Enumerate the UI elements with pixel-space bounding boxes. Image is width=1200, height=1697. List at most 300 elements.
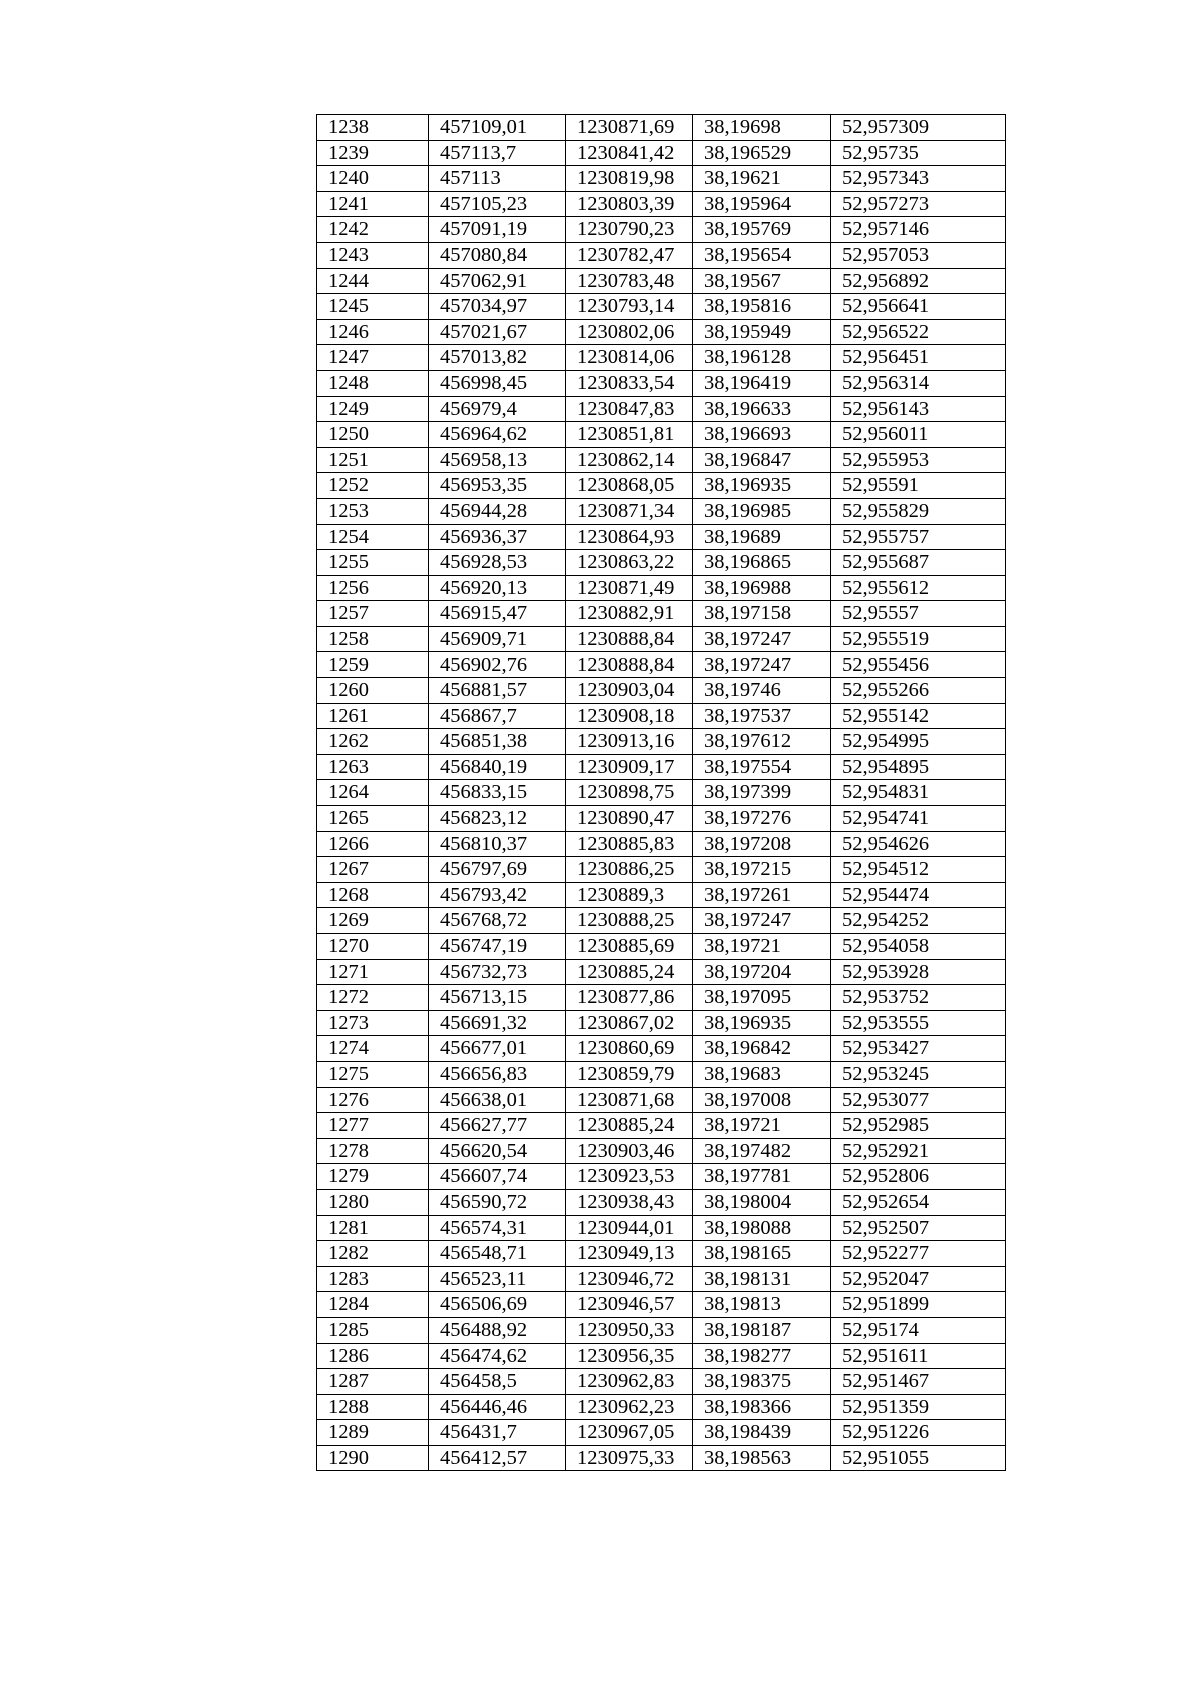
- point-number-cell: 1282: [317, 1241, 429, 1267]
- table-row: [317, 396, 1006, 422]
- y-coordinate-cell: 1230956,35: [566, 1343, 693, 1369]
- x-coordinate-cell: 456620,54: [429, 1138, 566, 1164]
- longitude-cell: 38,195654: [693, 242, 831, 268]
- table-row: [317, 908, 1006, 934]
- latitude-cell: 52,957309: [831, 115, 1006, 141]
- point-number-cell: 1252: [317, 473, 429, 499]
- point-number-cell: 1286: [317, 1343, 429, 1369]
- latitude-cell: 52,952047: [831, 1266, 1006, 1292]
- x-coordinate-cell: 457013,82: [429, 345, 566, 371]
- longitude-cell: 38,19698: [693, 115, 831, 141]
- table-row: [317, 268, 1006, 294]
- point-number-cell: 1263: [317, 754, 429, 780]
- x-coordinate-cell: 456998,45: [429, 370, 566, 396]
- x-coordinate-cell: 456590,72: [429, 1189, 566, 1215]
- y-coordinate-cell: 1230783,48: [566, 268, 693, 294]
- latitude-cell: 52,956522: [831, 319, 1006, 345]
- x-coordinate-cell: 456747,19: [429, 934, 566, 960]
- latitude-cell: 52,956641: [831, 294, 1006, 320]
- table-row: [317, 191, 1006, 217]
- x-coordinate-cell: 456458,5: [429, 1369, 566, 1395]
- longitude-cell: 38,198187: [693, 1317, 831, 1343]
- point-number-cell: 1281: [317, 1215, 429, 1241]
- y-coordinate-cell: 1230946,57: [566, 1292, 693, 1318]
- latitude-cell: 52,957053: [831, 242, 1006, 268]
- point-number-cell: 1288: [317, 1394, 429, 1420]
- table-row: [317, 1215, 1006, 1241]
- longitude-cell: 38,195769: [693, 217, 831, 243]
- table-row: [317, 703, 1006, 729]
- latitude-cell: 52,951226: [831, 1420, 1006, 1446]
- y-coordinate-cell: 1230871,69: [566, 115, 693, 141]
- y-coordinate-cell: 1230882,91: [566, 601, 693, 627]
- table-row: [317, 1266, 1006, 1292]
- y-coordinate-cell: 1230859,79: [566, 1061, 693, 1087]
- point-number-cell: 1239: [317, 140, 429, 166]
- y-coordinate-cell: 1230841,42: [566, 140, 693, 166]
- point-number-cell: 1274: [317, 1036, 429, 1062]
- x-coordinate-cell: 456732,73: [429, 959, 566, 985]
- table-row: [317, 626, 1006, 652]
- longitude-cell: 38,198004: [693, 1189, 831, 1215]
- longitude-cell: 38,197612: [693, 729, 831, 755]
- y-coordinate-cell: 1230851,81: [566, 422, 693, 448]
- x-coordinate-cell: 456627,77: [429, 1113, 566, 1139]
- latitude-cell: 52,954741: [831, 806, 1006, 832]
- table-row: [317, 729, 1006, 755]
- latitude-cell: 52,954058: [831, 934, 1006, 960]
- latitude-cell: 52,957273: [831, 191, 1006, 217]
- x-coordinate-cell: 456909,71: [429, 626, 566, 652]
- y-coordinate-cell: 1230962,23: [566, 1394, 693, 1420]
- longitude-cell: 38,196985: [693, 498, 831, 524]
- latitude-cell: 52,954626: [831, 831, 1006, 857]
- point-number-cell: 1272: [317, 985, 429, 1011]
- point-number-cell: 1269: [317, 908, 429, 934]
- latitude-cell: 52,951899: [831, 1292, 1006, 1318]
- x-coordinate-cell: 456793,42: [429, 882, 566, 908]
- table-row: [317, 1292, 1006, 1318]
- table-row: [317, 242, 1006, 268]
- latitude-cell: 52,954474: [831, 882, 1006, 908]
- latitude-cell: 52,955687: [831, 550, 1006, 576]
- y-coordinate-cell: 1230885,24: [566, 1113, 693, 1139]
- x-coordinate-cell: 457105,23: [429, 191, 566, 217]
- y-coordinate-cell: 1230913,16: [566, 729, 693, 755]
- y-coordinate-cell: 1230803,39: [566, 191, 693, 217]
- x-coordinate-cell: 456964,62: [429, 422, 566, 448]
- latitude-cell: 52,956451: [831, 345, 1006, 371]
- point-number-cell: 1253: [317, 498, 429, 524]
- y-coordinate-cell: 1230938,43: [566, 1189, 693, 1215]
- y-coordinate-cell: 1230967,05: [566, 1420, 693, 1446]
- latitude-cell: 52,956892: [831, 268, 1006, 294]
- x-coordinate-cell: 456488,92: [429, 1317, 566, 1343]
- y-coordinate-cell: 1230867,02: [566, 1010, 693, 1036]
- point-number-cell: 1267: [317, 857, 429, 883]
- point-number-cell: 1262: [317, 729, 429, 755]
- table-row: [317, 959, 1006, 985]
- longitude-cell: 38,197276: [693, 806, 831, 832]
- latitude-cell: 52,954512: [831, 857, 1006, 883]
- y-coordinate-cell: 1230975,33: [566, 1445, 693, 1471]
- table-row: [317, 345, 1006, 371]
- longitude-cell: 38,197261: [693, 882, 831, 908]
- x-coordinate-cell: 456691,32: [429, 1010, 566, 1036]
- longitude-cell: 38,197554: [693, 754, 831, 780]
- longitude-cell: 38,197399: [693, 780, 831, 806]
- longitude-cell: 38,197158: [693, 601, 831, 627]
- longitude-cell: 38,19721: [693, 1113, 831, 1139]
- y-coordinate-cell: 1230888,25: [566, 908, 693, 934]
- point-number-cell: 1285: [317, 1317, 429, 1343]
- point-number-cell: 1280: [317, 1189, 429, 1215]
- x-coordinate-cell: 456713,15: [429, 985, 566, 1011]
- latitude-cell: 52,952921: [831, 1138, 1006, 1164]
- x-coordinate-cell: 456638,01: [429, 1087, 566, 1113]
- table-row: [317, 1164, 1006, 1190]
- table-row: [317, 166, 1006, 192]
- point-number-cell: 1255: [317, 550, 429, 576]
- table-row: [317, 1010, 1006, 1036]
- latitude-cell: 52,955757: [831, 524, 1006, 550]
- longitude-cell: 38,196865: [693, 550, 831, 576]
- x-coordinate-cell: 456979,4: [429, 396, 566, 422]
- point-number-cell: 1278: [317, 1138, 429, 1164]
- longitude-cell: 38,197482: [693, 1138, 831, 1164]
- point-number-cell: 1273: [317, 1010, 429, 1036]
- y-coordinate-cell: 1230862,14: [566, 447, 693, 473]
- longitude-cell: 38,19683: [693, 1061, 831, 1087]
- y-coordinate-cell: 1230868,05: [566, 473, 693, 499]
- point-number-cell: 1284: [317, 1292, 429, 1318]
- y-coordinate-cell: 1230885,69: [566, 934, 693, 960]
- longitude-cell: 38,19621: [693, 166, 831, 192]
- point-number-cell: 1283: [317, 1266, 429, 1292]
- latitude-cell: 52,95735: [831, 140, 1006, 166]
- table-row: [317, 1061, 1006, 1087]
- table-row: [317, 1343, 1006, 1369]
- latitude-cell: 52,95174: [831, 1317, 1006, 1343]
- x-coordinate-cell: 456506,69: [429, 1292, 566, 1318]
- coordinate-table-body: [317, 115, 1006, 1471]
- longitude-cell: 38,197247: [693, 908, 831, 934]
- longitude-cell: 38,196128: [693, 345, 831, 371]
- longitude-cell: 38,196529: [693, 140, 831, 166]
- x-coordinate-cell: 456958,13: [429, 447, 566, 473]
- x-coordinate-cell: 457113,7: [429, 140, 566, 166]
- longitude-cell: 38,19746: [693, 678, 831, 704]
- longitude-cell: 38,198563: [693, 1445, 831, 1471]
- table-row: [317, 806, 1006, 832]
- y-coordinate-cell: 1230819,98: [566, 166, 693, 192]
- longitude-cell: 38,19721: [693, 934, 831, 960]
- latitude-cell: 52,955612: [831, 575, 1006, 601]
- point-number-cell: 1279: [317, 1164, 429, 1190]
- y-coordinate-cell: 1230946,72: [566, 1266, 693, 1292]
- longitude-cell: 38,198366: [693, 1394, 831, 1420]
- point-number-cell: 1248: [317, 370, 429, 396]
- latitude-cell: 52,952277: [831, 1241, 1006, 1267]
- table-row: [317, 1036, 1006, 1062]
- longitude-cell: 38,195949: [693, 319, 831, 345]
- y-coordinate-cell: 1230890,47: [566, 806, 693, 832]
- y-coordinate-cell: 1230860,69: [566, 1036, 693, 1062]
- y-coordinate-cell: 1230888,84: [566, 626, 693, 652]
- longitude-cell: 38,19813: [693, 1292, 831, 1318]
- table-row: [317, 319, 1006, 345]
- y-coordinate-cell: 1230944,01: [566, 1215, 693, 1241]
- y-coordinate-cell: 1230909,17: [566, 754, 693, 780]
- x-coordinate-cell: 456523,11: [429, 1266, 566, 1292]
- table-row: [317, 498, 1006, 524]
- table-row: [317, 217, 1006, 243]
- table-row: [317, 882, 1006, 908]
- point-number-cell: 1264: [317, 780, 429, 806]
- y-coordinate-cell: 1230871,34: [566, 498, 693, 524]
- x-coordinate-cell: 456851,38: [429, 729, 566, 755]
- table-row: [317, 524, 1006, 550]
- longitude-cell: 38,197208: [693, 831, 831, 857]
- longitude-cell: 38,198439: [693, 1420, 831, 1446]
- y-coordinate-cell: 1230863,22: [566, 550, 693, 576]
- x-coordinate-cell: 457062,91: [429, 268, 566, 294]
- latitude-cell: 52,951055: [831, 1445, 1006, 1471]
- point-number-cell: 1276: [317, 1087, 429, 1113]
- point-number-cell: 1249: [317, 396, 429, 422]
- x-coordinate-cell: 456768,72: [429, 908, 566, 934]
- table-row: [317, 780, 1006, 806]
- y-coordinate-cell: 1230962,83: [566, 1369, 693, 1395]
- longitude-cell: 38,19689: [693, 524, 831, 550]
- table-row: [317, 934, 1006, 960]
- longitude-cell: 38,196842: [693, 1036, 831, 1062]
- x-coordinate-cell: 457080,84: [429, 242, 566, 268]
- longitude-cell: 38,197247: [693, 626, 831, 652]
- latitude-cell: 52,955829: [831, 498, 1006, 524]
- table-row: [317, 294, 1006, 320]
- latitude-cell: 52,952507: [831, 1215, 1006, 1241]
- x-coordinate-cell: 456810,37: [429, 831, 566, 857]
- x-coordinate-cell: 456677,01: [429, 1036, 566, 1062]
- point-number-cell: 1244: [317, 268, 429, 294]
- longitude-cell: 38,196935: [693, 1010, 831, 1036]
- latitude-cell: 52,954252: [831, 908, 1006, 934]
- latitude-cell: 52,953928: [831, 959, 1006, 985]
- point-number-cell: 1268: [317, 882, 429, 908]
- longitude-cell: 38,197008: [693, 1087, 831, 1113]
- point-number-cell: 1256: [317, 575, 429, 601]
- longitude-cell: 38,198165: [693, 1241, 831, 1267]
- table-row: [317, 652, 1006, 678]
- x-coordinate-cell: 456607,74: [429, 1164, 566, 1190]
- y-coordinate-cell: 1230833,54: [566, 370, 693, 396]
- x-coordinate-cell: 456936,37: [429, 524, 566, 550]
- table-row: [317, 1241, 1006, 1267]
- latitude-cell: 52,957146: [831, 217, 1006, 243]
- y-coordinate-cell: 1230885,83: [566, 831, 693, 857]
- x-coordinate-cell: 456953,35: [429, 473, 566, 499]
- longitude-cell: 38,198375: [693, 1369, 831, 1395]
- point-number-cell: 1242: [317, 217, 429, 243]
- latitude-cell: 52,956143: [831, 396, 1006, 422]
- y-coordinate-cell: 1230908,18: [566, 703, 693, 729]
- point-number-cell: 1290: [317, 1445, 429, 1471]
- table-row: [317, 601, 1006, 627]
- table-row: [317, 473, 1006, 499]
- table-row: [317, 1317, 1006, 1343]
- longitude-cell: 38,196988: [693, 575, 831, 601]
- longitude-cell: 38,198131: [693, 1266, 831, 1292]
- longitude-cell: 38,197537: [693, 703, 831, 729]
- table-row: [317, 370, 1006, 396]
- y-coordinate-cell: 1230782,47: [566, 242, 693, 268]
- table-row: [317, 831, 1006, 857]
- y-coordinate-cell: 1230898,75: [566, 780, 693, 806]
- table-row: [317, 115, 1006, 141]
- latitude-cell: 52,956314: [831, 370, 1006, 396]
- y-coordinate-cell: 1230950,33: [566, 1317, 693, 1343]
- coordinate-table: [316, 114, 1006, 1471]
- longitude-cell: 38,197215: [693, 857, 831, 883]
- latitude-cell: 52,955266: [831, 678, 1006, 704]
- x-coordinate-cell: 457113: [429, 166, 566, 192]
- table-row: [317, 857, 1006, 883]
- latitude-cell: 52,951467: [831, 1369, 1006, 1395]
- point-number-cell: 1259: [317, 652, 429, 678]
- point-number-cell: 1270: [317, 934, 429, 960]
- latitude-cell: 52,951359: [831, 1394, 1006, 1420]
- point-number-cell: 1240: [317, 166, 429, 192]
- x-coordinate-cell: 456574,31: [429, 1215, 566, 1241]
- table-row: [317, 754, 1006, 780]
- x-coordinate-cell: 457109,01: [429, 115, 566, 141]
- longitude-cell: 38,196693: [693, 422, 831, 448]
- x-coordinate-cell: 456867,7: [429, 703, 566, 729]
- table-row: [317, 678, 1006, 704]
- y-coordinate-cell: 1230864,93: [566, 524, 693, 550]
- longitude-cell: 38,197095: [693, 985, 831, 1011]
- x-coordinate-cell: 456431,7: [429, 1420, 566, 1446]
- table-row: [317, 575, 1006, 601]
- y-coordinate-cell: 1230814,06: [566, 345, 693, 371]
- point-number-cell: 1258: [317, 626, 429, 652]
- latitude-cell: 52,953245: [831, 1061, 1006, 1087]
- longitude-cell: 38,197204: [693, 959, 831, 985]
- latitude-cell: 52,952985: [831, 1113, 1006, 1139]
- point-number-cell: 1238: [317, 115, 429, 141]
- latitude-cell: 52,951611: [831, 1343, 1006, 1369]
- latitude-cell: 52,955142: [831, 703, 1006, 729]
- table-row: [317, 140, 1006, 166]
- x-coordinate-cell: 456797,69: [429, 857, 566, 883]
- point-number-cell: 1289: [317, 1420, 429, 1446]
- longitude-cell: 38,198088: [693, 1215, 831, 1241]
- longitude-cell: 38,196935: [693, 473, 831, 499]
- y-coordinate-cell: 1230877,86: [566, 985, 693, 1011]
- latitude-cell: 52,955519: [831, 626, 1006, 652]
- longitude-cell: 38,197247: [693, 652, 831, 678]
- y-coordinate-cell: 1230923,53: [566, 1164, 693, 1190]
- table-row: [317, 1138, 1006, 1164]
- y-coordinate-cell: 1230886,25: [566, 857, 693, 883]
- y-coordinate-cell: 1230903,46: [566, 1138, 693, 1164]
- table-row: [317, 1445, 1006, 1471]
- x-coordinate-cell: 456474,62: [429, 1343, 566, 1369]
- longitude-cell: 38,195964: [693, 191, 831, 217]
- x-coordinate-cell: 456915,47: [429, 601, 566, 627]
- y-coordinate-cell: 1230889,3: [566, 882, 693, 908]
- x-coordinate-cell: 457034,97: [429, 294, 566, 320]
- latitude-cell: 52,954995: [831, 729, 1006, 755]
- longitude-cell: 38,195816: [693, 294, 831, 320]
- point-number-cell: 1277: [317, 1113, 429, 1139]
- table-row: [317, 447, 1006, 473]
- point-number-cell: 1251: [317, 447, 429, 473]
- latitude-cell: 52,953555: [831, 1010, 1006, 1036]
- x-coordinate-cell: 456840,19: [429, 754, 566, 780]
- x-coordinate-cell: 456412,57: [429, 1445, 566, 1471]
- table-row: [317, 1087, 1006, 1113]
- y-coordinate-cell: 1230871,68: [566, 1087, 693, 1113]
- latitude-cell: 52,957343: [831, 166, 1006, 192]
- y-coordinate-cell: 1230793,14: [566, 294, 693, 320]
- x-coordinate-cell: 456920,13: [429, 575, 566, 601]
- point-number-cell: 1243: [317, 242, 429, 268]
- latitude-cell: 52,953427: [831, 1036, 1006, 1062]
- y-coordinate-cell: 1230888,84: [566, 652, 693, 678]
- latitude-cell: 52,955953: [831, 447, 1006, 473]
- point-number-cell: 1287: [317, 1369, 429, 1395]
- table-row: [317, 1113, 1006, 1139]
- point-number-cell: 1245: [317, 294, 429, 320]
- table-row: [317, 1394, 1006, 1420]
- x-coordinate-cell: 457021,67: [429, 319, 566, 345]
- point-number-cell: 1275: [317, 1061, 429, 1087]
- table-row: [317, 1369, 1006, 1395]
- latitude-cell: 52,953752: [831, 985, 1006, 1011]
- point-number-cell: 1254: [317, 524, 429, 550]
- latitude-cell: 52,956011: [831, 422, 1006, 448]
- y-coordinate-cell: 1230802,06: [566, 319, 693, 345]
- x-coordinate-cell: 456881,57: [429, 678, 566, 704]
- table-row: [317, 1420, 1006, 1446]
- x-coordinate-cell: 456833,15: [429, 780, 566, 806]
- point-number-cell: 1266: [317, 831, 429, 857]
- longitude-cell: 38,198277: [693, 1343, 831, 1369]
- y-coordinate-cell: 1230790,23: [566, 217, 693, 243]
- latitude-cell: 52,955456: [831, 652, 1006, 678]
- table-row: [317, 1189, 1006, 1215]
- x-coordinate-cell: 456944,28: [429, 498, 566, 524]
- x-coordinate-cell: 456902,76: [429, 652, 566, 678]
- latitude-cell: 52,954831: [831, 780, 1006, 806]
- latitude-cell: 52,953077: [831, 1087, 1006, 1113]
- table-row: [317, 550, 1006, 576]
- x-coordinate-cell: 456823,12: [429, 806, 566, 832]
- point-number-cell: 1257: [317, 601, 429, 627]
- x-coordinate-cell: 456446,46: [429, 1394, 566, 1420]
- latitude-cell: 52,95557: [831, 601, 1006, 627]
- table-row: [317, 422, 1006, 448]
- y-coordinate-cell: 1230885,24: [566, 959, 693, 985]
- x-coordinate-cell: 456548,71: [429, 1241, 566, 1267]
- latitude-cell: 52,952806: [831, 1164, 1006, 1190]
- y-coordinate-cell: 1230903,04: [566, 678, 693, 704]
- y-coordinate-cell: 1230847,83: [566, 396, 693, 422]
- longitude-cell: 38,197781: [693, 1164, 831, 1190]
- x-coordinate-cell: 456928,53: [429, 550, 566, 576]
